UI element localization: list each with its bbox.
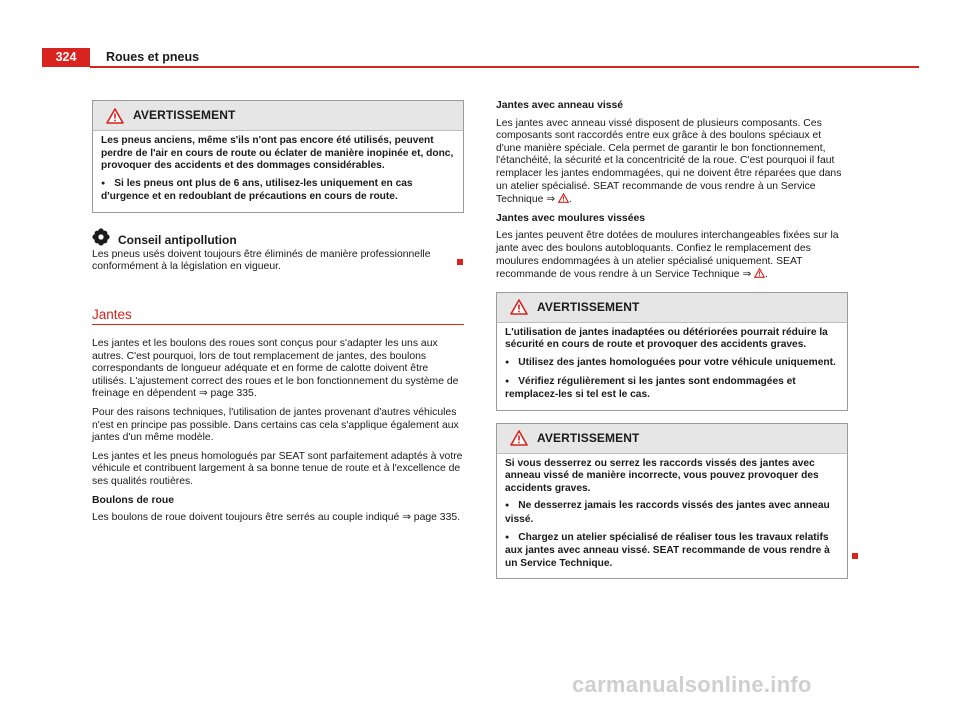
warning-title: AVERTISSEMENT <box>133 108 236 123</box>
section-end-marker <box>457 259 463 265</box>
subheading-boulons: Boulons de roue <box>92 494 174 506</box>
subheading-anneau: Jantes avec anneau vissé <box>496 100 624 111</box>
warning-title: AVERTISSEMENT <box>537 430 640 445</box>
right-column <box>496 100 848 591</box>
subheading-moulures: Jantes avec moulures vissées <box>496 212 646 224</box>
section-rule <box>92 324 464 325</box>
warning-box-jantes <box>496 292 848 411</box>
warning-body <box>497 323 847 410</box>
warning-header <box>497 293 847 323</box>
section-heading: Jantes <box>92 307 132 322</box>
warning-bullet: ● Ne desserrez jamais les raccords vissés des jantes avec anneau vissé. <box>505 500 839 526</box>
paragraph: Les boulons de roue doivent toujours être serrés au couple indiqué ⇒ page 335. <box>92 512 461 524</box>
chapter-title: Roues et pneus <box>106 50 200 64</box>
watermark: carmanualsonline.info <box>572 672 812 697</box>
warning-box-anneau <box>496 423 848 580</box>
section-end-marker <box>852 553 858 559</box>
warning-text: Si vous desserrez ou serrez les raccords vissés des jantes avec anneau vissé de manière incorrecte, vous pouvez provoquer des accidents graves. <box>505 457 819 494</box>
warning-triangle-icon <box>510 299 528 315</box>
warning-ref-icon <box>754 268 765 278</box>
warning-text: Les pneus anciens, même s'ils n'ont pas encore été utilisés, peuvent perdre de l'air en cours de route ou éclater de manière inopinée et, donc, provoquer des accidents et des dommages considérables. <box>101 135 454 172</box>
paragraph: Les jantes et les pneus homologués par SEAT sont parfaitement adaptés à votre véhicule et contribuent largement à sa bonne tenue de route et à l'excellence de ses qualités routières. <box>92 450 463 487</box>
flower-icon <box>92 228 110 246</box>
warning-body <box>93 131 463 212</box>
warning-body <box>497 454 847 579</box>
jantes-content <box>92 338 464 531</box>
warning-header <box>497 424 847 454</box>
warning-triangle-icon <box>510 430 528 446</box>
warning-triangle-icon <box>106 108 124 124</box>
eco-tip-text: Les pneus usés doivent toujours être éliminés de manière professionnelle conformément à la législation en vigueur. <box>92 248 431 273</box>
warning-bullet: ● Vérifiez régulièrement si les jantes sont endommagées et remplacez-les si tel est le cas. <box>505 376 839 402</box>
paragraph: Les jantes peuvent être dotées de moulures interchangeables fixées sur la jante avec des boulons autobloquants. Confiez le remplacement des moulures endommagées à un atelier spécialisé uniquement. SEAT recommande de vous rendre à un Service Technique ⇒ . <box>496 230 839 281</box>
header-rule <box>90 66 919 68</box>
warning-bullet: ● Utilisez des jantes homologuées pour votre véhicule uniquement. <box>505 357 839 371</box>
paragraph: Les jantes avec anneau vissé disposent de plusieurs composants. Ces composants sont raccordés entre eux grâce à des boulons spéciaux et d'une manière spéciale. Cela permet de garantir le bon fonctionnement, l'étanchéité, la sécurité et la concentricité de la roue. C'est pourquoi il faut remplacer les jantes endommagées, qui ne doivent être réparées que dans un atelier spécialisé. SEAT recommande de vous rendre à un Service Technique ⇒ . <box>496 117 842 206</box>
paragraph: Pour des raisons techniques, l'utilisation de jantes provenant d'autres véhicules n'est en principe pas possible. Dans certains cas cela s'applique également aux jantes d'un même modèle. <box>92 406 459 444</box>
warning-bullet: ● Si les pneus ont plus de 6 ans, utilisez-les uniquement en cas d'urgence et en redoublant de précautions en cours de route. <box>101 178 455 204</box>
paragraph: Les jantes et les boulons des roues sont conçus pour s'adapter les uns aux autres. C'est pourquoi, lors de tout remplacement de jantes, des boulons correspondants de longueur adéquate et en forme de calotte doivent être utilisés. L'ajustement correct des roues et le bon fonctionnement du système de freinage en dépendent ⇒ page 335. <box>92 338 459 400</box>
left-column <box>92 100 464 280</box>
warning-bullet: ● Chargez un atelier spécialisé de réaliser tous les travaux relatifs aux jantes avec anneau vissé. SEAT recommande de vous rendre à un Service Technique. <box>505 532 839 571</box>
eco-tip-header <box>92 227 464 247</box>
warning-text: L'utilisation de jantes inadaptées ou détériorées pourrait réduire la sécurité en cours de route et provoquer des accidents graves. <box>505 326 828 351</box>
warning-box-tires <box>92 100 464 213</box>
warning-ref-icon <box>558 193 569 203</box>
page-number: 324 <box>42 48 90 67</box>
eco-tip-title: Conseil antipollution <box>118 232 237 247</box>
warning-title: AVERTISSEMENT <box>537 299 640 314</box>
warning-header <box>93 101 463 131</box>
